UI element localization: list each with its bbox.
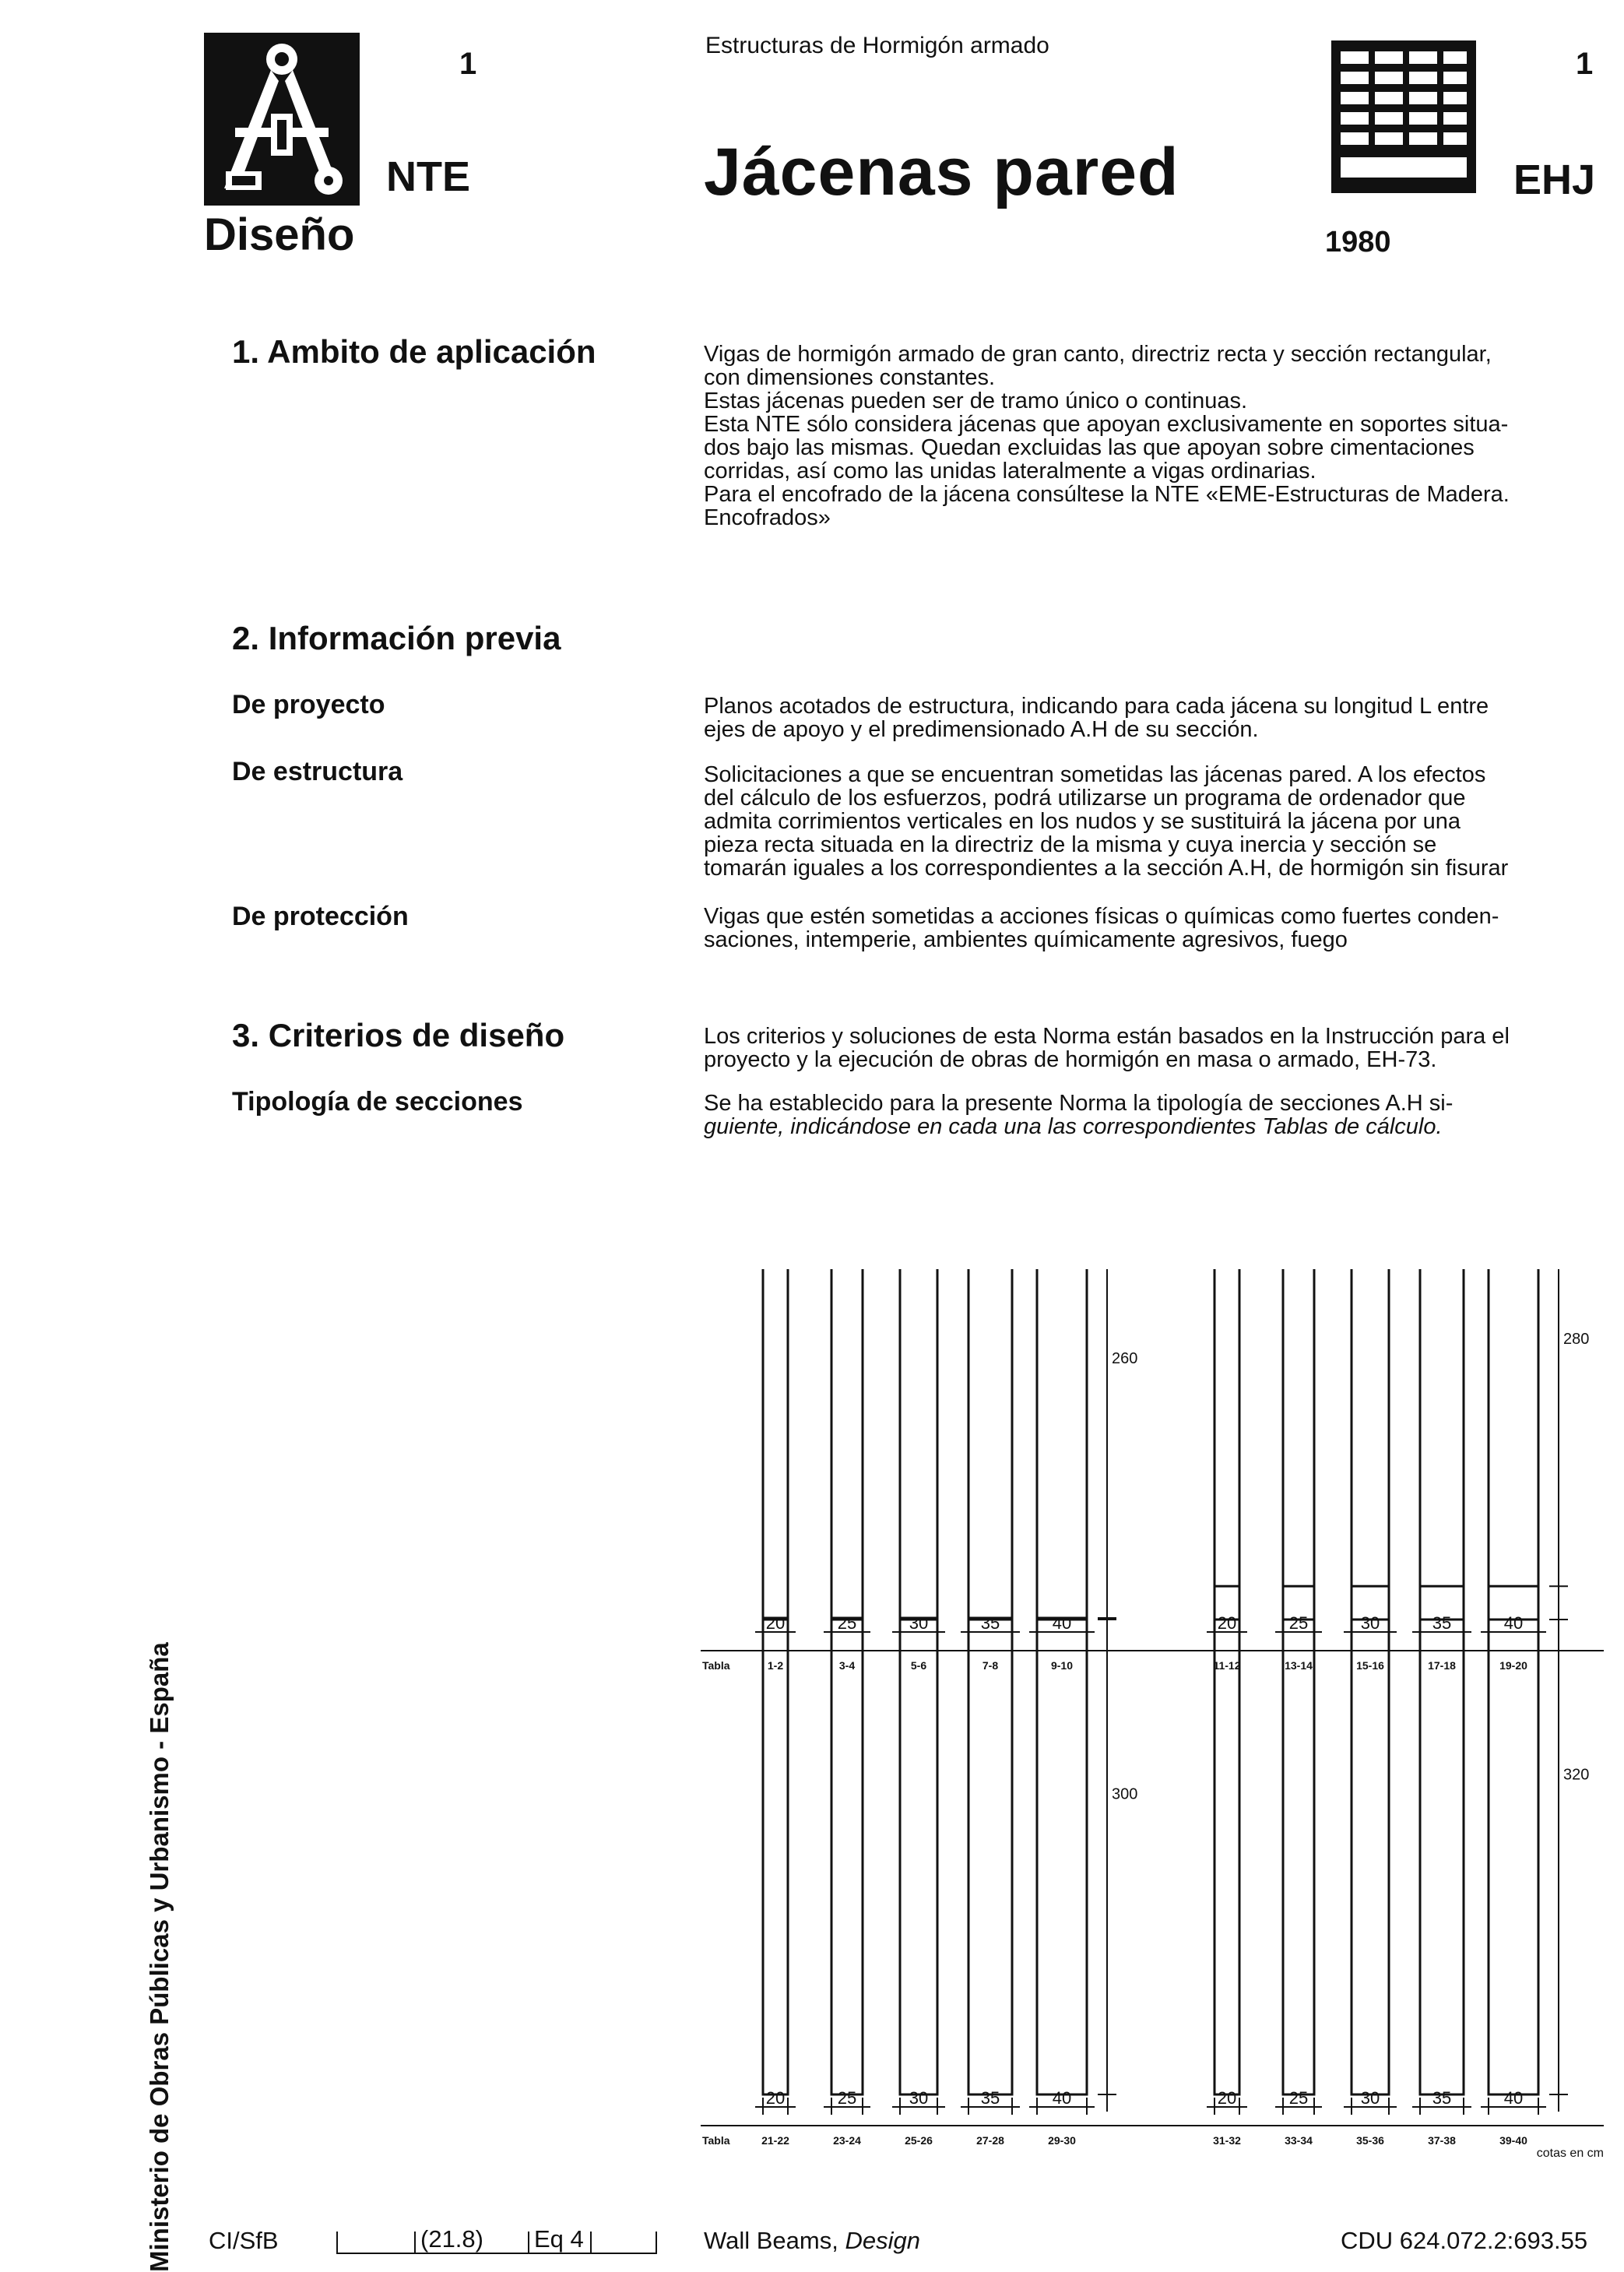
tablas-label: Tabla: [702, 1659, 730, 1672]
width-label: 40: [1052, 2088, 1072, 2108]
width-label: 35: [980, 1613, 1000, 1633]
text-line: Vigas de hormigón armado de gran canto, directriz recta y sección rectangular,: [704, 342, 1492, 367]
nte-label: NTE: [386, 153, 470, 200]
text-line: pieza recta situada en la directriz de la misma y cuya inercia y sección se: [704, 832, 1437, 857]
width-label: 20: [1217, 2088, 1237, 2108]
height-label: 320: [1563, 1766, 1590, 1784]
table-range-label: 35-36: [1356, 2134, 1384, 2147]
diseno-label: Diseño: [204, 209, 355, 260]
text-line: Vigas que estén sometidas a acciones físicas o químicas como fuertes conden-: [704, 904, 1499, 929]
beam-section: [968, 1618, 1012, 2094]
table-range-label: 7-8: [982, 1659, 999, 1672]
text-line: Esta NTE sólo considera jácenas que apoyan exclusivamente en soportes situa-: [704, 412, 1509, 437]
section-3-text: [704, 1025, 1604, 1071]
units-note: cotas en cm: [1536, 2147, 1604, 2160]
de-proyecto-label: De proyecto: [232, 690, 385, 719]
cdu-label: CDU 624.072.2:693.55: [1341, 2227, 1588, 2254]
tablas-label: Tabla: [702, 2134, 730, 2147]
beam-section: [1037, 1269, 1087, 1620]
table-range-label: 21-22: [761, 2134, 789, 2147]
table-range-label: 33-34: [1285, 2134, 1313, 2147]
cisfb-box: [336, 2225, 657, 2255]
beam-section: [763, 1269, 788, 1620]
width-label: 30: [1360, 2088, 1380, 2108]
height-label: 300: [1112, 1785, 1138, 1803]
table-range-label: 9-10: [1050, 1659, 1074, 1672]
text-line: del cálculo de los esfuerzos, podrá utilizarse un programa de ordenador que: [704, 786, 1466, 811]
tipologia-text: [704, 1092, 1604, 1138]
table-range-label: 11-12: [1213, 1659, 1241, 1672]
section-3-title: 3. Criterios de diseño: [232, 1017, 565, 1053]
code-label: EHJ: [1513, 157, 1596, 203]
width-label: 30: [1360, 1613, 1380, 1633]
table-range-label: 25-26: [905, 2134, 933, 2147]
table-range-label: 37-38: [1428, 2134, 1456, 2147]
beam-section: [831, 1618, 863, 2094]
wall-grid-icon: [1323, 40, 1487, 196]
page-title: Jácenas pared: [704, 135, 1179, 209]
beam-section: [900, 1618, 937, 2094]
tipologia-label: Tipología de secciones: [232, 1087, 523, 1117]
text-line: admita corrimientos verticales en los nudos y se sustituirá la jácena por una: [704, 809, 1461, 834]
cisfb-code: (21.8): [420, 2225, 483, 2253]
table-range-label: 15-16: [1356, 1659, 1384, 1672]
english-title-a: Wall Beams,: [704, 2227, 838, 2254]
beam-section: [1214, 1269, 1239, 1620]
section-typology-svg: [685, 1269, 1612, 2188]
nte-compass-logo-icon: [204, 33, 360, 206]
text-line: Planos acotados de estructura, indicando para cada jácena su longitud L entre: [704, 694, 1489, 719]
section-2-title: 2. Información previa: [232, 620, 561, 656]
wall-beam-icon: [1323, 40, 1487, 196]
table-range-label: 5-6: [910, 1659, 927, 1672]
width-label: 35: [1432, 2088, 1452, 2108]
width-label: 40: [1503, 2088, 1524, 2108]
width-label: 35: [980, 2088, 1000, 2108]
table-range-label: 3-4: [838, 1659, 856, 1672]
section-1-title: 1. Ambito de aplicación: [232, 333, 596, 370]
cisfb-eq: Eq 4: [534, 2225, 584, 2253]
text-line: con dimensiones constantes.: [704, 365, 995, 390]
text-line: saciones, intemperie, ambientes químicamente agresivos, fuego: [704, 927, 1348, 952]
width-label: 40: [1503, 1613, 1524, 1633]
de-estructura-label: De estructura: [232, 757, 403, 786]
width-label: 30: [909, 1613, 929, 1633]
text-line: Se ha establecido para la presente Norma la tipología de secciones A.H si-: [704, 1091, 1454, 1116]
text-line: Los criterios y soluciones de esta Norma están basados en la Instrucción para el: [704, 1024, 1510, 1049]
de-proteccion-label: De protección: [232, 902, 409, 931]
width-label: 30: [909, 2088, 929, 2108]
beam-section: [900, 1269, 937, 1620]
width-label: 40: [1052, 1613, 1072, 1633]
text-line: dos bajo las mismas. Quedan excluidas las que apoyan sobre cimentaciones: [704, 435, 1475, 460]
table-range-label: 23-24: [833, 2134, 861, 2147]
table-range-label: 13-14: [1285, 1659, 1313, 1672]
table-range-label: 27-28: [976, 2134, 1004, 2147]
width-label: 25: [1288, 1613, 1309, 1633]
table-range-label: 29-30: [1048, 2134, 1076, 2147]
beam-section: [831, 1269, 863, 1620]
table-range-label: 17-18: [1428, 1659, 1456, 1672]
section-typology-figure: [685, 1269, 1612, 2188]
table-range-label: 39-40: [1499, 2134, 1527, 2147]
width-label: 20: [765, 1613, 786, 1633]
text-line: Para el encofrado de la jácena consúltese la NTE «EME-Estructuras de Madera.: [704, 482, 1510, 507]
beam-section: [1489, 1269, 1538, 1620]
width-label: 25: [837, 1613, 857, 1633]
width-label: 20: [1217, 1613, 1237, 1633]
text-line: guiente, indicándose en cada una las correspondientes Tablas de cálculo.: [704, 1114, 1443, 1139]
text-line: Estas jácenas pueden ser de tramo único o continuas.: [704, 389, 1248, 413]
year-label: 1980: [1325, 226, 1391, 259]
width-label: 25: [1288, 2088, 1309, 2108]
beam-section: [968, 1269, 1012, 1620]
beam-section: [1037, 1618, 1087, 2094]
table-range-label: 31-32: [1213, 2134, 1241, 2147]
table-range-label: 1-2: [767, 1659, 784, 1672]
width-label: 35: [1432, 1613, 1452, 1633]
height-label: 260: [1112, 1350, 1138, 1368]
section-1-text: [704, 343, 1604, 529]
height-label: 280: [1563, 1330, 1590, 1348]
de-estructura-text: [704, 763, 1604, 880]
text-line: Solicitaciones a que se encuentran sometidas las jácenas pared. A los efectos: [704, 762, 1486, 787]
de-proteccion-text: [704, 905, 1604, 951]
english-title-b: Design: [845, 2227, 920, 2254]
table-range-label: 19-20: [1499, 1659, 1527, 1672]
text-line: proyecto y la ejecución de obras de hormigón en masa o armado, EH-73.: [704, 1047, 1437, 1072]
width-label: 25: [837, 2088, 857, 2108]
text-line: tomarán iguales a los correspondientes a la sección A.H, de hormigón sin fisurar: [704, 856, 1509, 881]
ministry-vertical-label: Ministerio de Obras Públicas y Urbanismo - España: [145, 1642, 174, 2272]
width-label: 20: [765, 2088, 786, 2108]
beam-section: [763, 1618, 788, 2094]
text-line: corridas, así como las unidas lateralmente a vigas ordinarias.: [704, 459, 1316, 484]
english-title: [704, 2227, 920, 2255]
right-page-number: 1: [1576, 47, 1594, 81]
text-line: ejes de apoyo y el predimensionado A.H de su sección.: [704, 717, 1259, 742]
cisfb-label: CI/SfB: [209, 2227, 279, 2254]
text-line: Encofrados»: [704, 505, 831, 530]
beam-section: [1420, 1269, 1464, 1620]
series-label: Estructuras de Hormigón armado: [705, 33, 1049, 58]
nte-logo: [204, 33, 360, 206]
left-page-number: 1: [459, 47, 477, 81]
beam-section: [1283, 1269, 1314, 1620]
beam-section: [1352, 1269, 1389, 1620]
de-proyecto-text: [704, 695, 1604, 741]
